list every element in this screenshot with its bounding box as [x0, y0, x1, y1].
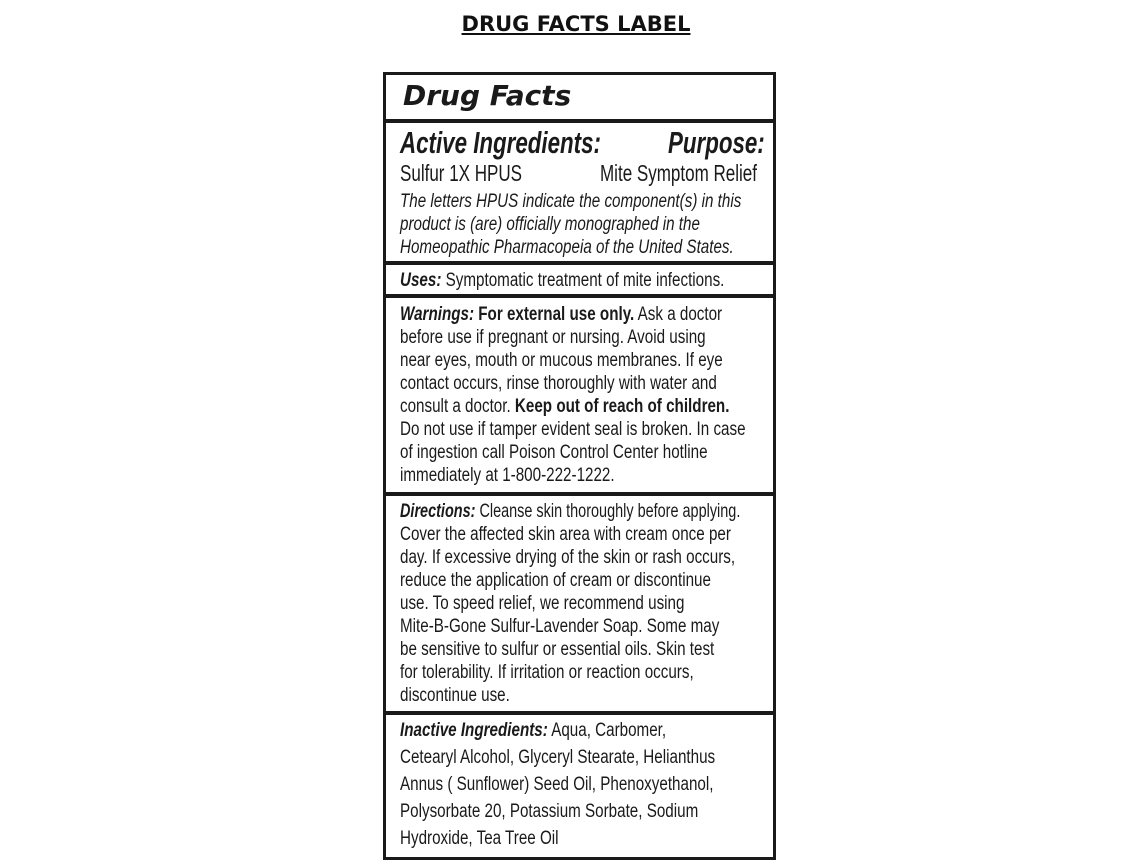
- warnings-line: Do not use if tamper evident seal is broken. In case: [400, 419, 746, 440]
- directions-line: Cover the affected skin area with cream once per: [400, 524, 731, 545]
- warnings-line: near eyes, mouth or mucous membranes. If eye: [400, 350, 723, 371]
- uses-section: [400, 270, 724, 292]
- uses-label: Uses:: [400, 270, 442, 291]
- inactive-line: Polysorbate 20, Potassium Sorbate, Sodium: [400, 801, 699, 822]
- hpus-note-line: Homeopathic Pharmacopeia of the United States.: [400, 237, 734, 258]
- hpus-note-line: The letters HPUS indicate the component(s) in this: [400, 191, 742, 212]
- active-ingredient-value: Sulfur 1X HPUS: [400, 160, 523, 186]
- drug-facts-title: Drug Facts: [403, 79, 572, 112]
- directions-line: day. If excessive drying of the skin or rash occurs,: [400, 547, 736, 568]
- warnings-line: of ingestion call Poison Control Center hotline: [400, 442, 708, 463]
- inactive-line: Annus ( Sunflower) Seed Oil, Phenoxyethanol,: [400, 774, 714, 795]
- warnings-line: [400, 304, 722, 326]
- section-divider: [386, 294, 773, 298]
- warnings-label: Warnings:: [400, 304, 475, 325]
- warnings-external-use: For external use only.: [474, 304, 635, 325]
- keep-out-of-reach: Keep out of reach of children.: [514, 396, 730, 417]
- inactive-text: Aqua, Carbomer,: [547, 720, 667, 741]
- section-divider: [386, 711, 773, 715]
- directions-line: [400, 501, 740, 523]
- page-heading: DRUG FACTS LABEL: [461, 12, 691, 36]
- active-ingredients-heading: Active Ingredients:: [400, 125, 601, 160]
- uses-text: Symptomatic treatment of mite infections.: [441, 270, 725, 291]
- directions-line: discontinue use.: [400, 685, 510, 706]
- warnings-text: Ask a doctor: [634, 304, 723, 325]
- inactive-label: Inactive Ingredients:: [400, 720, 548, 741]
- inactive-line: Hydroxide, Tea Tree Oil: [400, 828, 559, 849]
- directions-line: Mite-B-Gone Sulfur-Lavender Soap. Some may: [400, 616, 720, 637]
- drug-facts-label: [383, 72, 776, 860]
- directions-text: Cleanse skin thoroughly before applying.: [475, 501, 741, 522]
- section-divider: [386, 261, 773, 265]
- inactive-line: [400, 720, 666, 742]
- directions-line: for tolerability. If irritation or reaction occurs,: [400, 662, 694, 683]
- directions-line: be sensitive to sulfur or essential oils. Skin test: [400, 639, 715, 660]
- section-divider: [386, 119, 773, 123]
- warnings-text: consult a doctor.: [400, 396, 515, 417]
- directions-line: use. To speed relief, we recommend using: [400, 593, 685, 614]
- purpose-heading: Purpose:: [668, 125, 765, 160]
- warnings-line: immediately at 1-800-222-1222.: [400, 465, 615, 486]
- inactive-line: Cetearyl Alcohol, Glyceryl Stearate, Helianthus: [400, 747, 716, 768]
- section-divider: [386, 492, 773, 496]
- hpus-note-line: product is (are) officially monographed in the: [400, 214, 700, 235]
- warnings-line: contact occurs, rinse thoroughly with water and: [400, 373, 717, 394]
- directions-label: Directions:: [400, 501, 476, 522]
- directions-line: reduce the application of cream or discontinue: [400, 570, 711, 591]
- warnings-line: before use if pregnant or nursing. Avoid using: [400, 327, 706, 348]
- purpose-value: Mite Symptom Relief: [600, 160, 758, 186]
- warnings-line: [400, 396, 729, 418]
